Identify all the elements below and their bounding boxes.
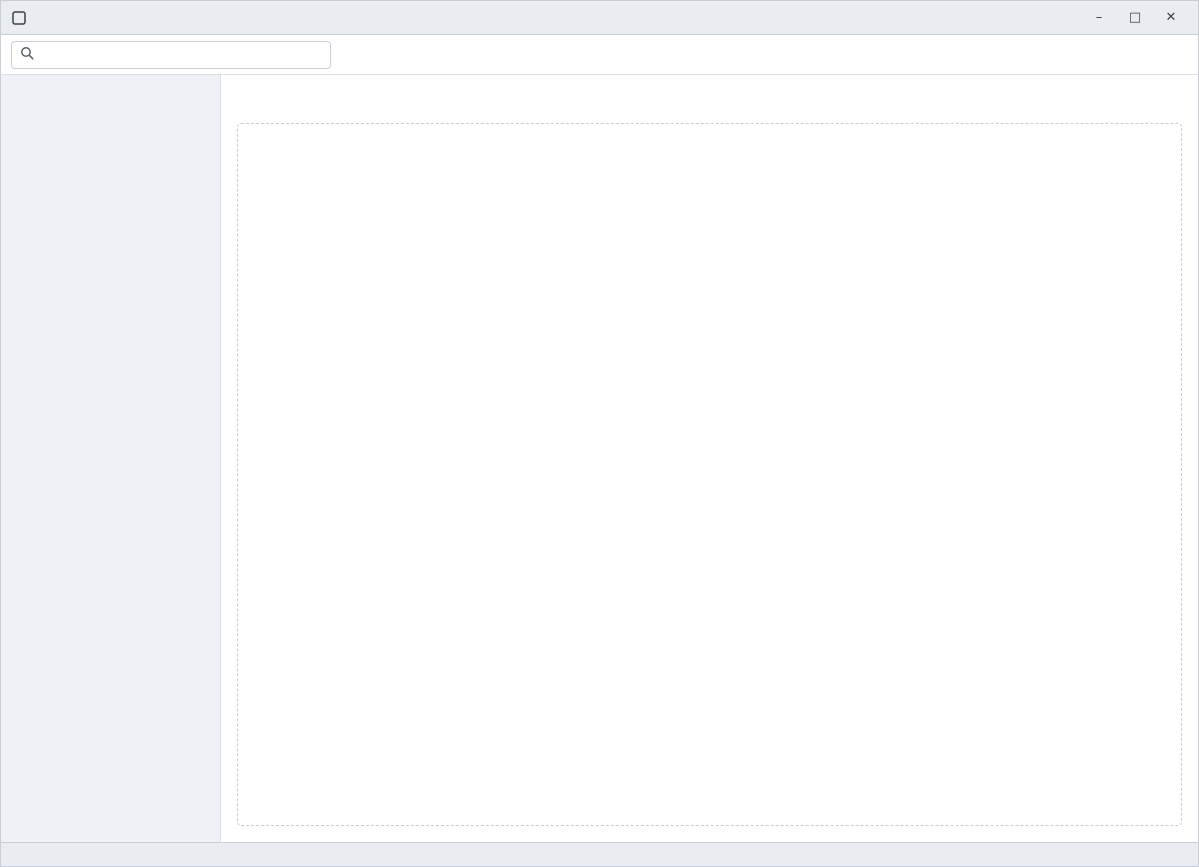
search-input[interactable]	[40, 47, 322, 62]
status-bar	[1, 842, 1198, 866]
search-icon	[20, 46, 34, 63]
app-icon	[11, 10, 27, 26]
title-bar	[1, 1, 1198, 35]
main-content	[221, 75, 1198, 842]
window-body	[1, 75, 1198, 842]
toolbar	[1, 35, 1198, 75]
maximize-button[interactable]: □	[1118, 5, 1152, 31]
window-controls	[1082, 5, 1188, 31]
content-area	[237, 123, 1182, 826]
search-box[interactable]	[11, 41, 331, 69]
sidebar	[1, 75, 221, 842]
minimize-button[interactable]: –	[1082, 5, 1116, 31]
page-title	[237, 91, 1182, 113]
close-button[interactable]: ✕	[1154, 5, 1188, 31]
